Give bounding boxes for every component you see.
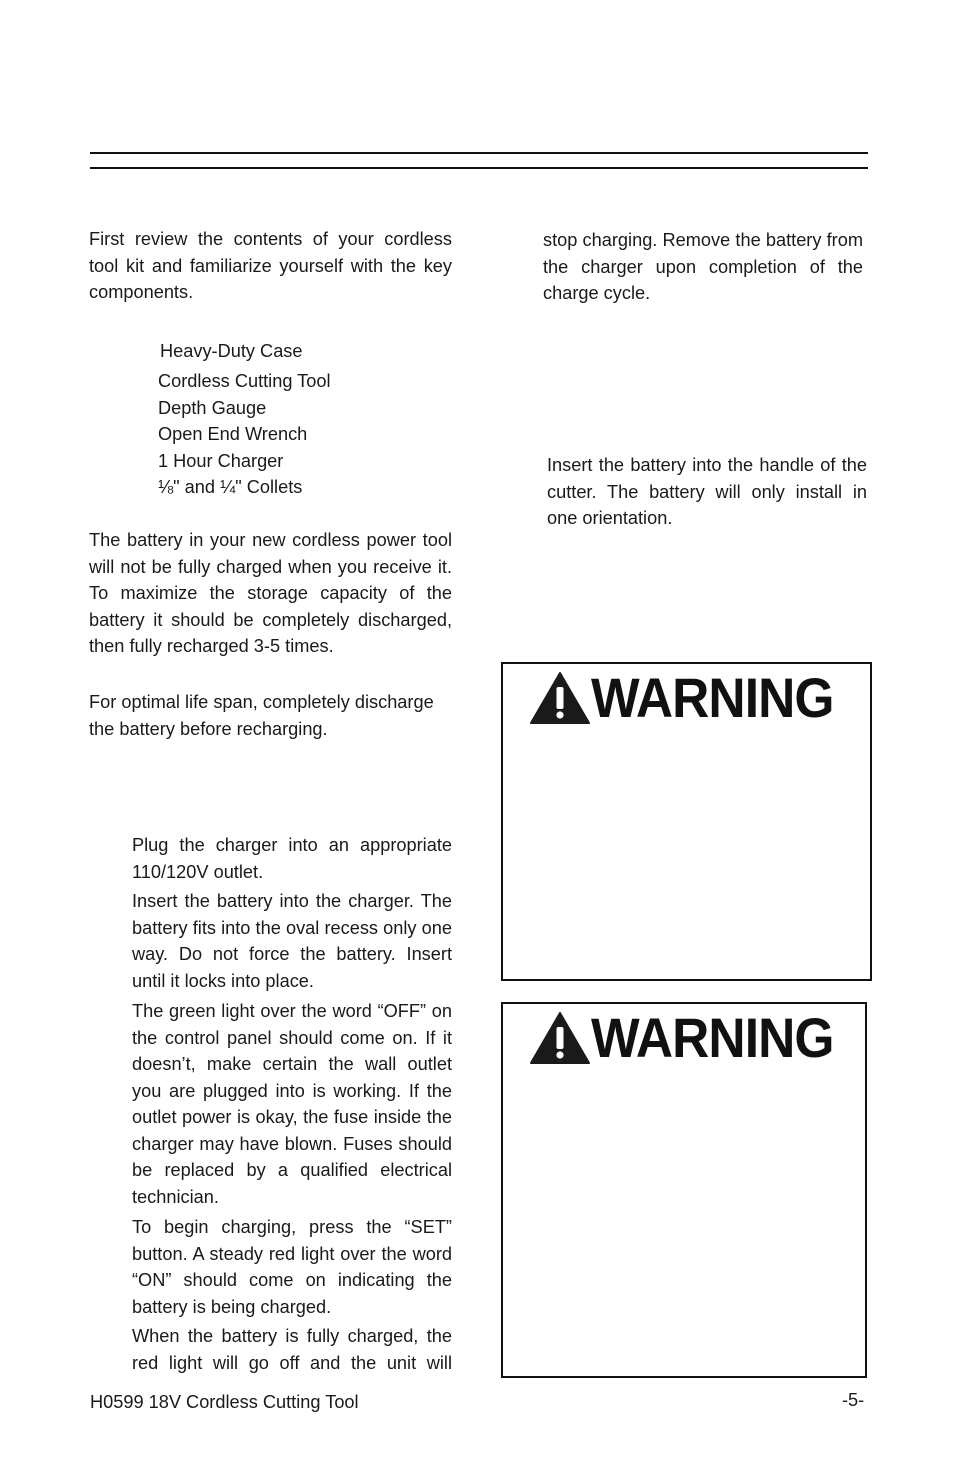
kit-item: 1 Hour Charger (158, 451, 284, 471)
life-span-note: For optimal life span, completely discharge the battery before recharging. (89, 692, 434, 739)
intro-paragraph: First review the contents of your cordless tool kit and familiarize yourself with the key components. (89, 229, 452, 302)
kit-item: Depth Gauge (158, 398, 267, 418)
step-4: To begin charging, press the “SET” button. A steady red light over the word “ON” should come on indicating the battery is being charged. (132, 1217, 452, 1317)
footer-title: H0599 18V Cordless Cutting Tool (90, 1392, 359, 1412)
warning-label: WARNING (591, 666, 834, 729)
battery-note-paragraph: The battery in your new cordless power tool will not be fully charged when you receive it. To maximize the storage capacity of the battery it should be completely discharged, then fully recharged 3-5 times. (89, 530, 452, 656)
insert-battery-paragraph: Insert the battery into the handle of the cutter. The battery will only install in one orientation. (547, 455, 867, 528)
warning-triangle-icon (529, 671, 591, 725)
header-rule-bottom (90, 167, 868, 169)
warning-box-1 (501, 662, 872, 981)
warning-triangle-icon (529, 1011, 591, 1065)
warning-header (529, 666, 855, 729)
warning-box-2 (501, 1002, 867, 1378)
step-2: Insert the battery into the charger. The battery fits into the oval recess only one way. Do not force the battery. Insert until it locks into place. (132, 891, 452, 991)
page-number: -5- (842, 1390, 865, 1410)
kit-item: Cordless Cutting Tool (158, 371, 331, 391)
kit-item: Heavy-Duty Case (160, 341, 303, 361)
step-3: The green light over the word “OFF” on the control panel should come on. If it doesn’t, make certain the wall outlet you are plugged into is working. If the outlet power is okay, the fuse inside the charger may have blown. Fuses should be replaced by a qualified electrical technician. (132, 1001, 452, 1207)
step-5: When the battery is fully charged, the red light will go off and the unit will (132, 1326, 452, 1373)
step-1: Plug the charger into an appropriate 110/120V outlet. (132, 835, 452, 882)
warning-label: WARNING (591, 1006, 834, 1069)
kit-item: ⅛" and ¼" Collets (158, 477, 303, 497)
kit-item: Open End Wrench (158, 424, 308, 444)
header-rule-top (90, 152, 868, 154)
charge-continued-paragraph: stop charging. Remove the battery from the charger upon completion of the charge cycle. (543, 230, 863, 303)
warning-header (529, 1006, 855, 1069)
